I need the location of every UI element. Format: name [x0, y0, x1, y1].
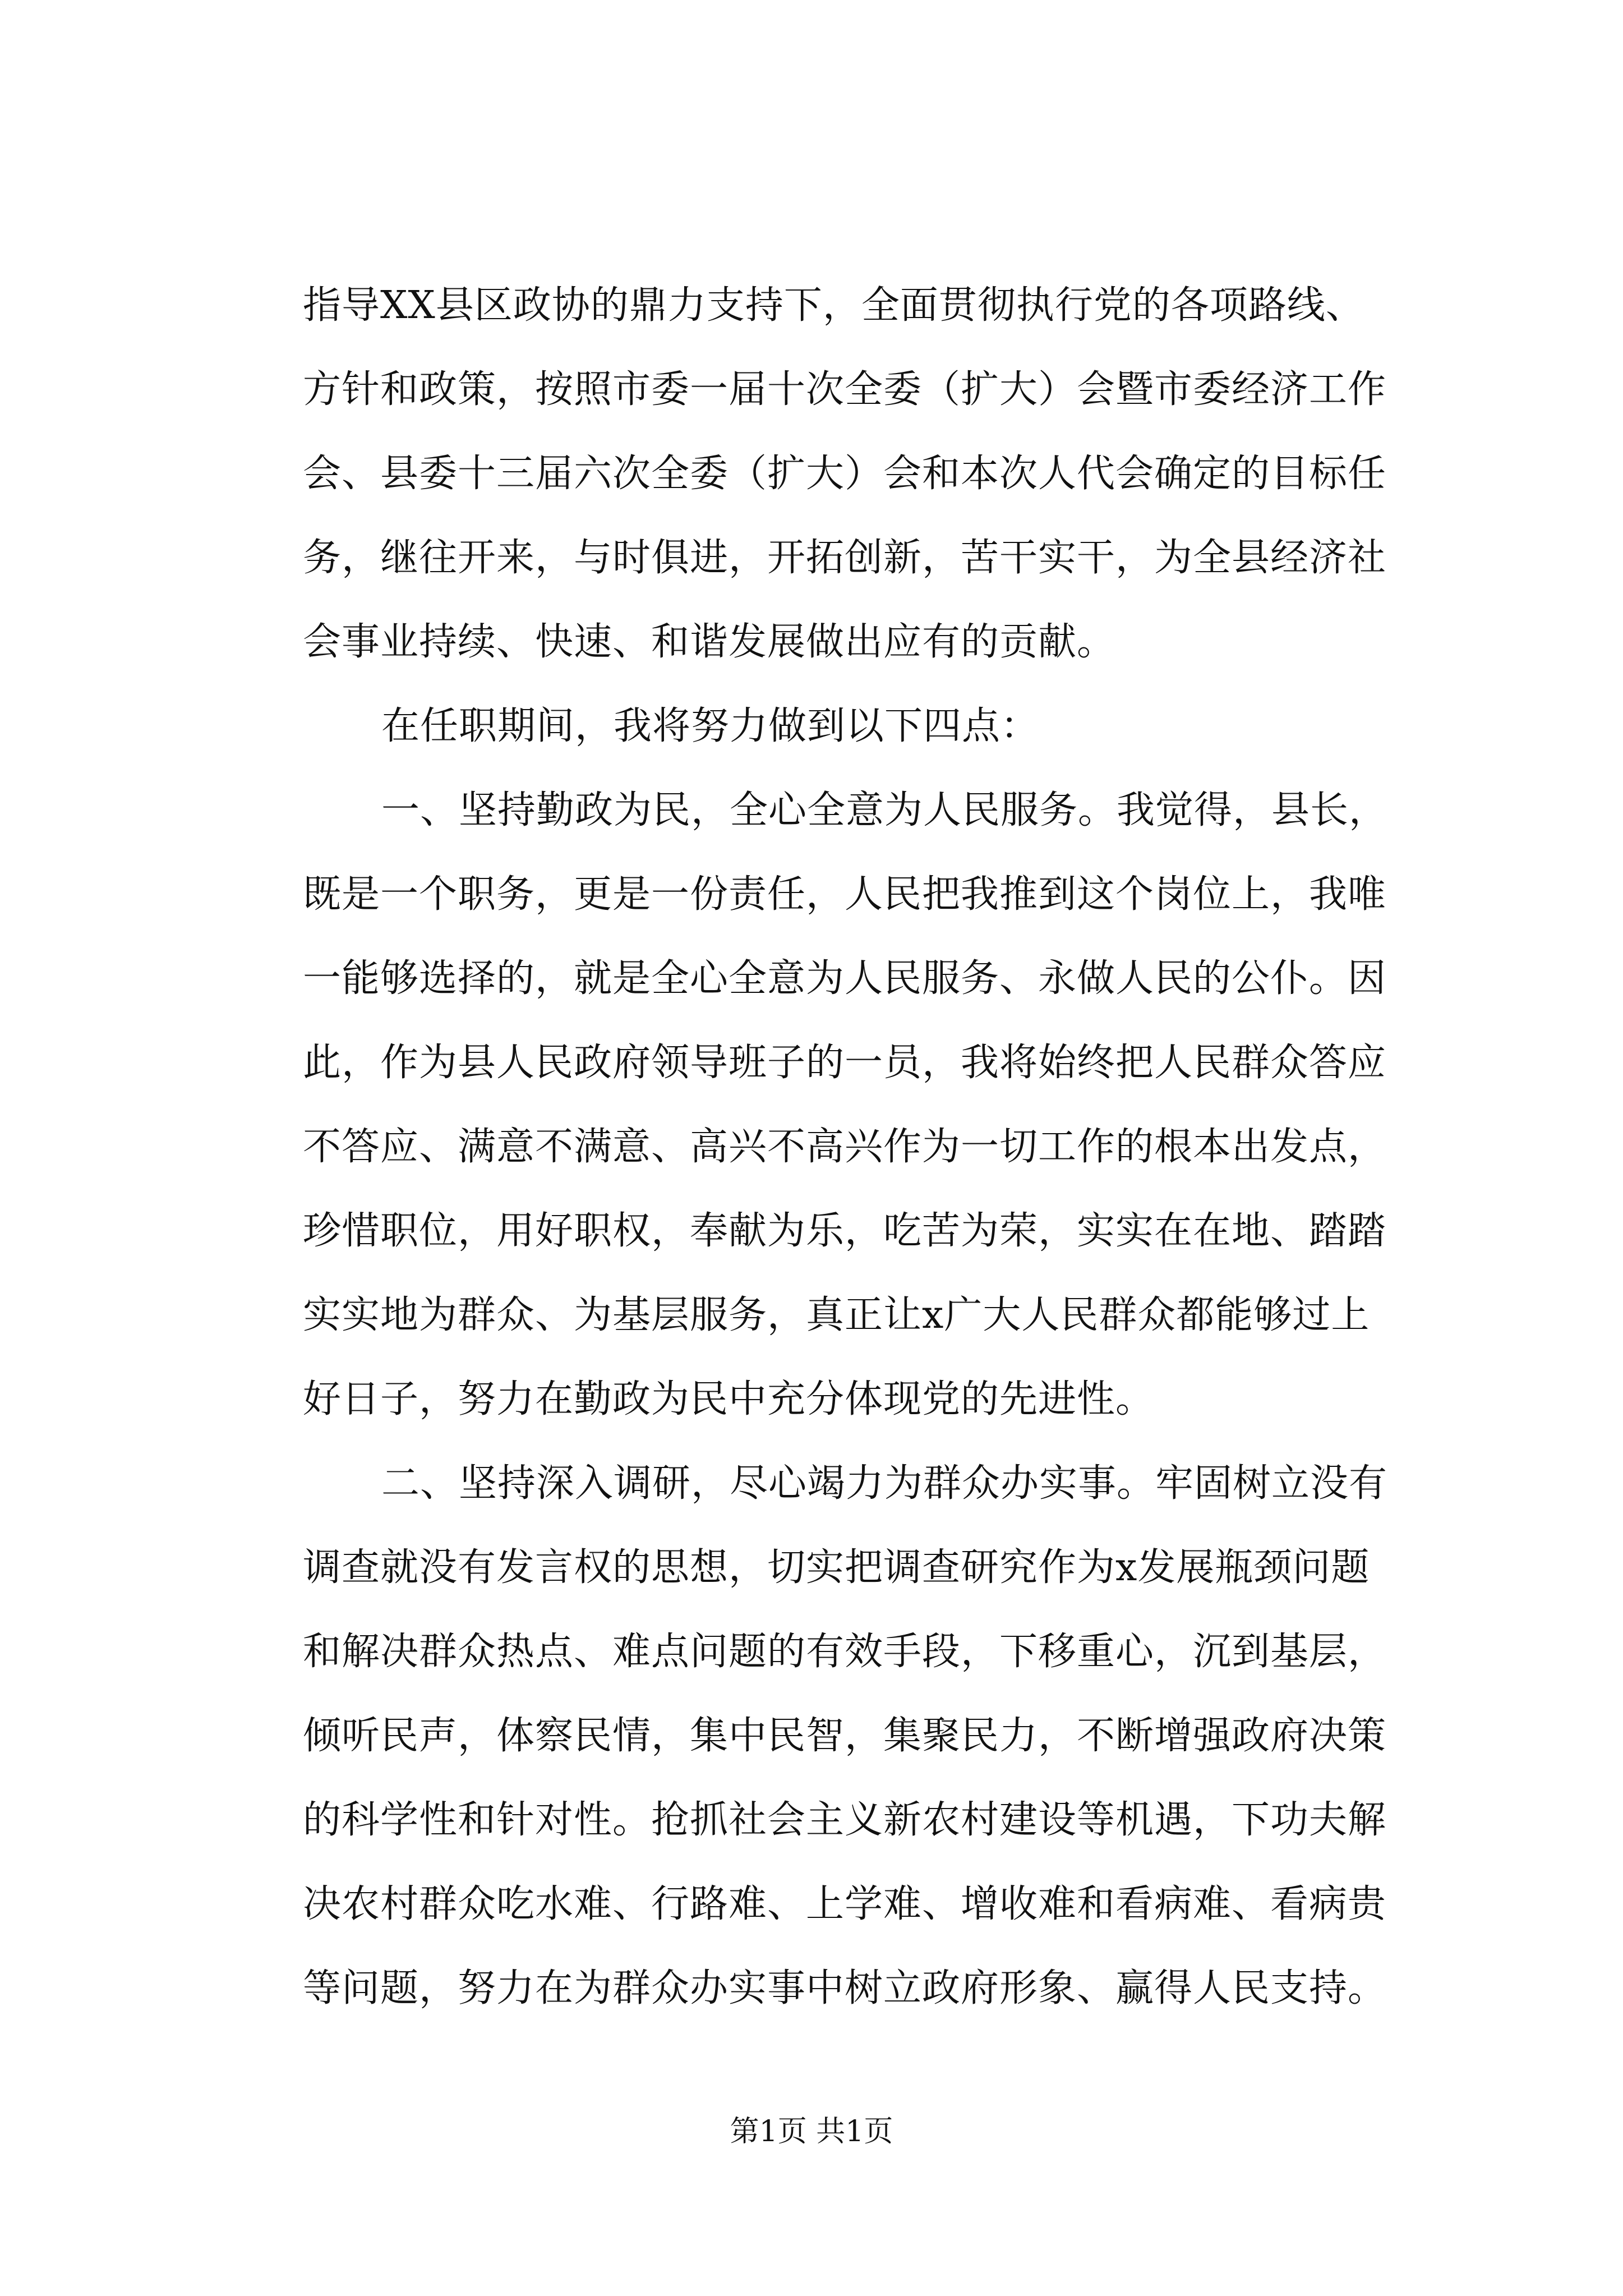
text-line: 会、县委十三届六次全委（扩大）会和本次人代会确定的目标任 — [303, 452, 1387, 496]
paragraph-start-line: 在任职期间，我将努力做到以下四点： — [381, 704, 1040, 748]
text-line: 倾听民声，体察民情，集中民智，集聚民力，不断增强政府决策 — [303, 1714, 1387, 1758]
text-line: 好日子，努力在勤政为民中充分体现党的先进性。 — [303, 1377, 1155, 1421]
text-line: 既是一个职务，更是一份责任，人民把我推到这个岗位上，我唯 — [303, 872, 1387, 917]
text-line: 方针和政策，按照市委一届十次全委（扩大）会暨市委经济工作 — [303, 367, 1387, 412]
page-footer — [0, 2112, 1623, 2151]
text-line: 调查就没有发言权的思想，切实把调查研究作为x发展瓶颈问题 — [303, 1545, 1370, 1590]
text-line: 的科学性和针对性。抢抓社会主义新农村建设等机遇，下功夫解 — [303, 1798, 1387, 1842]
text-line: 珍惜职位，用好职权，奉献为乐，吃苦为荣，实实在在地、踏踏 — [303, 1209, 1387, 1253]
text-line: 指导XX县区政协的鼎力支持下，全面贯彻执行党的各项路线、 — [303, 283, 1364, 328]
text-line: 决农村群众吃水难、行路难、上学难、增收难和看病难、看病贵 — [303, 1882, 1387, 1926]
text-line: 一能够选择的，就是全心全意为人民服务、永做人民的公仆。因 — [303, 956, 1387, 1001]
paragraph-start-line: 二、坚持深入调研，尽心竭力为群众办实事。牢固树立没有 — [381, 1461, 1388, 1506]
page-number: 第1页 共1页 — [730, 2115, 893, 2148]
body-text — [303, 264, 1424, 2031]
text-line: 会事业持续、快速、和谐发展做出应有的贡献。 — [303, 620, 1116, 664]
text-line: 等问题，努力在为群众办实事中树立政府形象、赢得人民支持。 — [303, 1966, 1387, 2010]
text-line: 不答应、满意不满意、高兴不高兴作为一切工作的根本出发点， — [303, 1125, 1387, 1169]
paragraph-start-line: 一、坚持勤政为民，全心全意为人民服务。我觉得，县长， — [381, 788, 1388, 832]
text-line: 此，作为县人民政府领导班子的一员，我将始终把人民群众答应 — [303, 1041, 1387, 1085]
text-line: 实实地为群众、为基层服务，真正让x广大人民群众都能够过上 — [303, 1293, 1370, 1337]
text-line: 务，继往开来，与时俱进，开拓创新，苦干实干，为全县经济社 — [303, 536, 1387, 580]
text-line: 和解决群众热点、难点问题的有效手段，下移重心，沉到基层， — [303, 1630, 1387, 1674]
